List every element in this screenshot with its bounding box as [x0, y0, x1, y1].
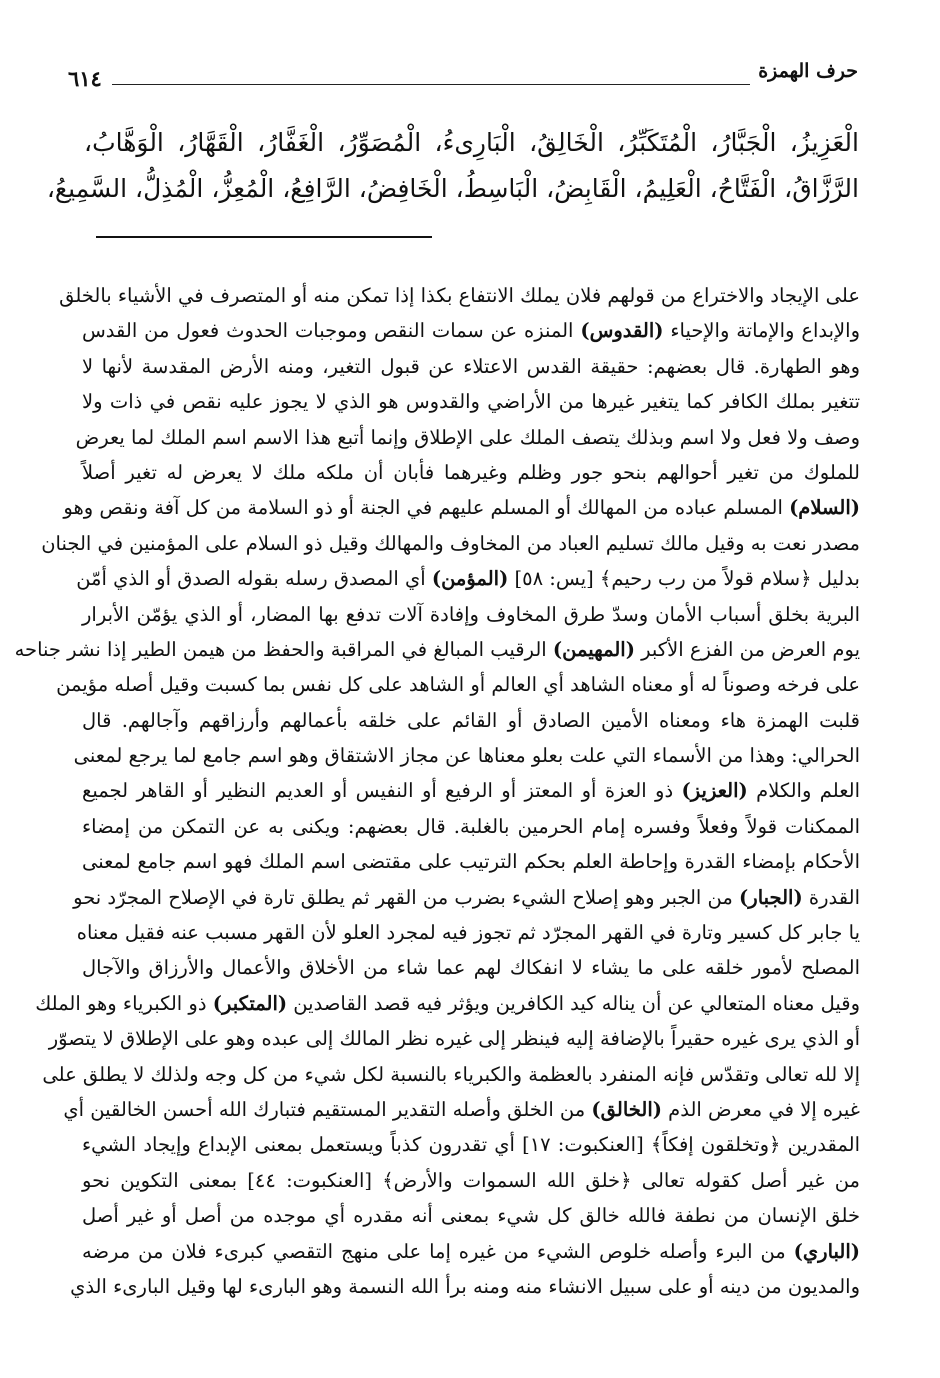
page-header	[68, 58, 858, 98]
text-line: بدليل ﴿سلام قولاً من رب رحيم﴾ [يس: ٥٨] (المؤمن) أي المصدق رسله بقوله الصدق أو الذي أمّن	[76, 567, 860, 591]
defined-name: (السلام)	[789, 496, 860, 520]
text-line: المصلح لأمور خلقه على ما يشاء لا انفكاك لهم عما شاء من الأخلاق والأعمال والأرزاق والآجال	[82, 956, 860, 980]
text-line: أو الذي يرى غيره حقيراً بالإضافة إليه فينظر إلى غيره نظر المالك إلى عبده وهو على الإطلاق لا يتصوّر	[48, 1027, 860, 1051]
text-line: وهو الطهارة. قال بعضهم: حقيقة القدس الاعتلاء عن قبول التغير، ومنه الأرض المقدسة لأنها لا	[82, 354, 860, 378]
text-line: مصدر نعت به وقيل مالك تسليم العباد من المخاوف والمهالك وقيل ذو السلام على المؤمنين في الجنان	[41, 531, 860, 555]
defined-name: (المتكبر)	[212, 991, 288, 1015]
defined-name: (الباري)	[793, 1239, 860, 1263]
text-line: وصف ولا فعل ولا اسم وبذلك يتصف الملك على الإطلاق وإنما أتبع هذا الاسم اسم الملك لما يعرض	[75, 425, 860, 449]
text-line: إلا لله تعالى وتقدّس فإنه المنفرد بالعظمة والكبرياء بالنسبة لكل شيء من كل وجه ولذلك لا يطلق على	[42, 1062, 860, 1086]
text-line: الممكنات قولاً وفعلاً وفسره إمام الحرمين بالغلبة. قال بعضهم: ويكنى به عن التمكن من إمضاء	[82, 814, 860, 838]
defined-name: (القدوس)	[580, 319, 664, 343]
defined-name: (العزيز)	[681, 779, 748, 803]
text-line: قلبت الهمزة هاء ومعناه الأمين الصادق أو القائم على خلقه بأعمالهم وأرزاقهم وآجالهم. قال	[82, 708, 860, 732]
text-line: غيره إلا في معرض الذم (الخالق) من الخلق وأصله التقدير المستقيم فتبارك الله أحسن الخالقين أي	[63, 1097, 860, 1121]
running-title: حرف الهمزة	[758, 60, 858, 82]
header-rule	[112, 84, 750, 85]
text-line: تتغير بملك الكافر كما يتغير غيرها من الأراضي والقدوس هو الذي لا يجوز عليه نقص في ذات ولا	[82, 390, 860, 414]
text-line: البرية بخلق أسباب الأمان وسدّ طرق المخاوف وإفادة آلات تدفع بها المضار، أو الذي يؤمّن الأبرار	[82, 602, 860, 626]
text-line: خلق الإنسان من نطفة فالله خالق كل شيء بمعنى أنه مقدره أي موجده من أصل أو غير أصل	[82, 1204, 860, 1228]
footnote-separator	[96, 236, 432, 238]
text-line: من غير أصل كقوله تعالى ﴿خلق الله السموات والأرض﴾ [العنكبوت: ٤٤] بمعنى التكوين نحو	[82, 1168, 860, 1192]
divine-names-line: الْعَزِيزُ، الْجَبَّارُ، الْمُتَكَبِّرُ، الْخَالِقُ، الْبَارِىءُ، الْمُصَوِّرُ، الْغَفَّارُ، الْقَهَّارُ، الْوَهَّابُ،	[84, 128, 859, 157]
divine-names-line: الرَّزَّاقُ، الْفَتَّاحُ، الْعَلِيمُ، الْقَابِضُ، الْبَاسِطُ، الْخَافِضُ، الرَّافِعُ، الْمُعِزُّ، الْمُذِلُّ، السَّمِيعُ،	[46, 174, 859, 203]
text-line: الأحكام بإمضاء القدرة وإحاطة العلم بحكم الترتيب على مقتضى اسم الملك فهو اسم جامع لمعنى	[82, 850, 860, 874]
text-line: (السلام) المسلم عباده من المهالك أو المسلم عليهم في الجنة أو ذو السلامة من كل آفة ونقص وهو	[63, 496, 860, 520]
text-line: يوم العرض من الفزع الأكبر (المهيمن) الرقيب المبالغ في المراقبة والحفظ من هيمن الطير إذا نشر جناحه	[14, 637, 860, 661]
text-line: يا جابر كل كسير وتارة في القهر المجرّد ثم تجوز فيه لمجرد العلو لأن القهر مسبب عنه فقيل معناه	[76, 921, 860, 945]
defined-name: (الجبار)	[739, 885, 803, 909]
text-line: والإبداع والإماتة والإحياء (القدوس) المنزه عن سمات النقص وموجبات الحدوث فعول من القدس	[82, 319, 860, 343]
defined-name: (المهيمن)	[552, 637, 635, 661]
text-line: على فرخه وصوناً له أو معناه الشاهد أي العالم أو الشاهد على كل نفس بما كسبت وقيل أصله مؤيمن	[56, 673, 860, 697]
commentary-text	[14, 278, 860, 1304]
text-line: (الباري) من البرء وأصله خلوص الشيء من غيره إما على منهج التقصي كبرىء فلان من مرضه	[82, 1239, 860, 1263]
text-line: والمديون من دينه أو على سبيل الانشاء منه ومنه برأ الله النسمة وهو البارىء لها وقيل البارىء الذي	[70, 1274, 860, 1298]
text-line: الحرالي: وهذا من الأسماء التي علت بعلو معناها عن مجاز الاشتقاق وهو اسم جامع لما يرجع لمعنى	[73, 744, 860, 768]
defined-name: (المؤمن)	[431, 567, 509, 591]
text-line: على الإيجاد والاختراع من قولهم فلان يملك الانتفاع بكذا إذا تمكن منه أو المتصرف في الأشياء بالخلق	[59, 284, 860, 307]
text-line: المقدرين ﴿وتخلقون إفكاً﴾ [العنكبوت: ١٧] أي تقدرون كذباً ويستعمل بمعنى الإبداع وإيجاد الشيء	[82, 1133, 860, 1157]
text-line: العلم والكلام (العزيز) ذو العزة أو المعتز أو الرفيع أو النفيس أو العديم النظير أو القاهر لجميع	[82, 779, 860, 803]
text-line: وقيل معناه المتعالي عن أن يناله كيد الكافرين ويؤثر فيه قصد القاصدين (المتكبر) ذو الكبرياء وهو الملك	[35, 991, 860, 1015]
page-number: ٦١٤	[68, 66, 102, 91]
text-line: القدرة (الجبار) من الجبر وهو إصلاح الشيء بضرب من القهر ثم يطلق تارة في الإصلاح المجرّد نحو	[73, 885, 860, 909]
defined-name: (الخالق)	[591, 1097, 662, 1121]
text-line: للملوك من تغير أحوالهم بنحو جور وظلم وغيرهما فأبان أن ملكه ملك لا يعرض له تغير أصلاً	[82, 460, 860, 484]
